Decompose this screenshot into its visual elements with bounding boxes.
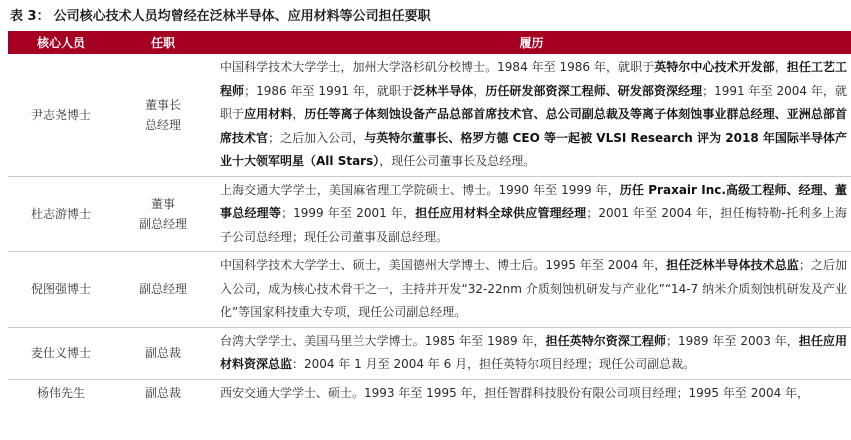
table-row bbox=[8, 379, 851, 407]
table-row bbox=[8, 176, 851, 252]
person-positions bbox=[114, 327, 212, 379]
position-title: 副总裁 bbox=[144, 386, 181, 401]
person-positions bbox=[114, 379, 212, 407]
header-resume: 履历 bbox=[212, 31, 851, 54]
resume-text: 上海交通大学学士，美国麻省理工学院硕士、博士。1990 年至 1999 年， bbox=[220, 182, 620, 197]
resume-text: 中国科学技术大学学士、硕士，美国德州大学博士、博士后。1995 年至 2004 年， bbox=[220, 258, 667, 272]
resume-highlight: 担任泛林半导体技术总监 bbox=[666, 258, 799, 272]
position-title: 董事长 bbox=[144, 97, 181, 112]
resume-text: ；1989 年至 2003 年， bbox=[666, 333, 799, 348]
person-positions bbox=[114, 176, 212, 252]
resume-text: ， bbox=[473, 83, 486, 98]
resume-text: ；2001 年至 2004 年，担任梅特勒-托利多上海子公司总经理；现任公司董事及副总经理。 bbox=[220, 206, 847, 244]
resume-highlight: 历任 Praxair Inc.高级工程师、经理、董事总经理等 bbox=[220, 182, 847, 220]
resume-highlight: 担任应用材料资深总监 bbox=[220, 333, 847, 371]
person-name: 倪图强博士 bbox=[8, 252, 114, 328]
position-title: 副总经理 bbox=[138, 216, 187, 231]
resume-text: ；1999 年至 2001 年， bbox=[281, 206, 416, 220]
person-resume bbox=[212, 379, 851, 407]
resume-highlight: 应用材料 bbox=[244, 107, 293, 121]
resume-text: ，现任公司董事长及总经理。 bbox=[379, 154, 536, 168]
resume-highlight: 英特尔中心技术开发部 bbox=[654, 60, 775, 74]
person-name: 麦仕义博士 bbox=[8, 327, 114, 379]
position-title: 副总经理 bbox=[138, 282, 187, 297]
position-title: 董事 bbox=[150, 196, 175, 211]
resume-highlight: 泛林半导体 bbox=[413, 83, 474, 98]
resume-highlight: 历任研发部资深工程师、研发部资深经理 bbox=[485, 83, 703, 98]
resume-highlight: 担任工艺工程师 bbox=[220, 60, 847, 98]
resume-highlight: 与英特尔董事长、格罗方德 CEO 等一起被 VLSI Research 评为 2018 年国际半导体产业十大领军明星（All Stars） bbox=[220, 130, 847, 168]
resume-text: ， bbox=[292, 107, 305, 121]
resume-text: ；之后加入公司， bbox=[268, 130, 365, 145]
resume-text: 西安交通大学学士、硕士。1993 年至 1995 年，担任智群科技股份有限公司项目经理；1995 年至 2004 年， bbox=[220, 385, 810, 400]
table-body bbox=[8, 54, 851, 407]
person-name: 杜志游博士 bbox=[8, 176, 114, 252]
person-name: 杨伟先生 bbox=[36, 386, 85, 401]
header-position: 任职 bbox=[114, 31, 212, 54]
header-core-staff: 核心人员 bbox=[8, 31, 114, 54]
resume-text: ；1986 年至 1991 年，就职于 bbox=[244, 83, 414, 98]
resume-text: ；1991 年至 2004 年，就职于 bbox=[220, 83, 847, 121]
table-row bbox=[8, 327, 851, 379]
person-resume bbox=[212, 327, 851, 379]
person-resume bbox=[212, 54, 851, 176]
person-resume bbox=[212, 176, 851, 252]
table-caption bbox=[10, 6, 431, 28]
resume-highlight: 历任等离子体刻蚀设备产品总部首席技术官、总公司副总裁及等离子体刻蚀事业群总经理、亚洲总部首席技术官 bbox=[220, 107, 847, 145]
position-title: 总经理 bbox=[144, 117, 181, 132]
resume-highlight: 担任应用材料全球供应管理经理 bbox=[415, 206, 587, 220]
table-row bbox=[8, 252, 851, 328]
resume-text: 中国科学技术大学学士，加州大学洛杉矶分校博士。1984 年至 1986 年，就职于 bbox=[220, 60, 655, 74]
person-positions bbox=[114, 54, 212, 176]
person-positions bbox=[114, 252, 212, 328]
resume-text: ：2004 年 1 月至 2004 年 6 月，担任英特尔项目经理；现任公司副总裁。 bbox=[292, 357, 696, 371]
position-title: 副总裁 bbox=[144, 346, 181, 360]
resume-highlight: 担任英特尔资深工程师 bbox=[545, 333, 667, 348]
core-staff-table bbox=[8, 31, 851, 407]
table-row bbox=[8, 54, 851, 176]
person-name: 尹志尧博士 bbox=[8, 54, 114, 176]
resume-text: ， bbox=[774, 60, 787, 74]
person-resume bbox=[212, 252, 851, 328]
table-number: 表 3： bbox=[10, 9, 50, 24]
resume-text: 台湾大学学士、美国马里兰大学博士。1985 年至 1989 年， bbox=[220, 333, 546, 348]
table-header-row bbox=[8, 31, 851, 54]
resume-text: ；之后加入公司，成为核心技术骨干之一，主持并开发“32-22nm 介质刻蚀机研发与产业化”“14-7 纳米介质刻蚀机研发及产业化”等国家科技重大专项，现任公司副总经理。 bbox=[220, 258, 847, 319]
table-title: 公司核心技术人员均曾经在泛林半导体、应用材料等公司担任要职 bbox=[53, 9, 431, 24]
